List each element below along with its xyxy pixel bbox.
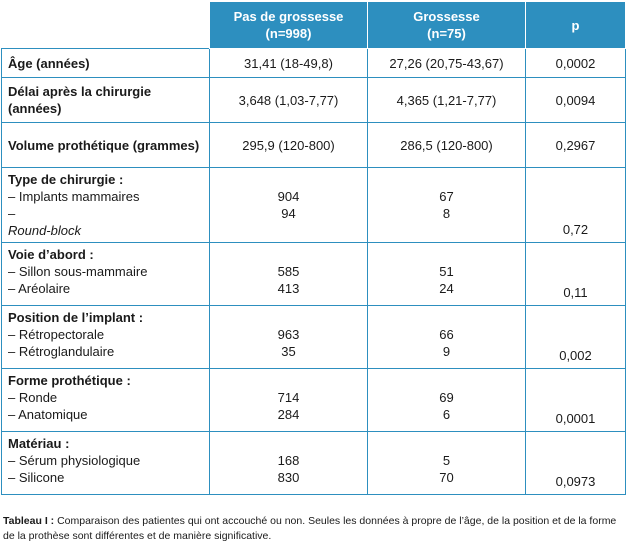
header-p-value: p — [526, 2, 626, 49]
row-item-label: – Rétropectorale — [8, 327, 105, 342]
row-item-label: – Round-block — [8, 206, 81, 238]
table-row — [2, 123, 626, 168]
cell-pregnancy: 51 24 — [368, 243, 526, 306]
cell-p-value: 0,72 — [526, 168, 626, 243]
row-label: Forme prothétique : – Ronde – Anatomique — [2, 369, 210, 432]
caption-lead: Tableau I : — [3, 515, 55, 527]
row-item-label: – Ronde — [8, 390, 58, 405]
row-item-label: – Sillon sous-mammaire — [8, 264, 148, 279]
cell-no-pregnancy: 3,648 (1,03-7,77) — [210, 78, 368, 123]
cell-no-pregnancy: 585 413 — [210, 243, 368, 306]
row-item-label: – Implants mammaires — [8, 189, 140, 204]
header-no-pregnancy-title: Pas de grossesse — [233, 9, 344, 24]
row-item-label: – Sérum physiologique — [8, 453, 141, 468]
row-item-label: – Rétroglandulaire — [8, 344, 115, 359]
header-row — [2, 2, 626, 49]
header-no-pregnancy — [210, 2, 368, 49]
cell-p-value: 0,0094 — [526, 78, 626, 123]
cell-pregnancy: 5 70 — [368, 432, 526, 495]
cell-p-value: 0,11 — [526, 243, 626, 306]
header-empty-cell — [2, 2, 210, 49]
table-row — [2, 78, 626, 123]
results-table-container — [1, 1, 625, 495]
cell-no-pregnancy: 963 35 — [210, 306, 368, 369]
table-row — [2, 369, 626, 432]
row-label: Âge (années) — [2, 49, 210, 78]
cell-pregnancy: 286,5 (120-800) — [368, 123, 526, 168]
row-item-label: – Silicone — [8, 470, 65, 485]
cell-p-value: 0,2967 — [526, 123, 626, 168]
row-item-label: – Anatomique — [8, 407, 88, 422]
row-label: Type de chirurgie : – Implants mammaires – Round-block — [2, 168, 210, 243]
table-row — [2, 243, 626, 306]
cell-no-pregnancy: 168 830 — [210, 432, 368, 495]
row-label: Délai après la chirurgie (années) — [2, 78, 210, 123]
row-label: Voie d’abord : – Sillon sous-mammaire – Aréolaire — [2, 243, 210, 306]
row-label: Matériau : – Sérum physiologique – Silicone — [2, 432, 210, 495]
comparison-table — [1, 1, 626, 495]
row-label: Volume prothétique (grammes) — [2, 123, 210, 168]
header-pregnancy-count: (n=75) — [427, 26, 466, 41]
cell-p-value: 0,0973 — [526, 432, 626, 495]
header-no-pregnancy-count: (n=998) — [265, 26, 312, 41]
cell-no-pregnancy: 31,41 (18-49,8) — [210, 49, 368, 78]
table-row — [2, 306, 626, 369]
table-row — [2, 49, 626, 78]
table-caption — [3, 514, 625, 544]
row-label: Position de l’implant : – Rétropectorale – Rétroglandulaire — [2, 306, 210, 369]
cell-pregnancy: 4,365 (1,21-7,77) — [368, 78, 526, 123]
table-row — [2, 168, 626, 243]
row-item-label: – Aréolaire — [8, 281, 71, 296]
cell-no-pregnancy: 714 284 — [210, 369, 368, 432]
cell-pregnancy: 66 9 — [368, 306, 526, 369]
cell-p-value: 0,002 — [526, 306, 626, 369]
cell-pregnancy: 67 8 — [368, 168, 526, 243]
cell-pregnancy: 69 6 — [368, 369, 526, 432]
table-row — [2, 432, 626, 495]
header-pregnancy — [368, 2, 526, 49]
header-pregnancy-title: Grossesse — [413, 9, 480, 24]
cell-no-pregnancy: 295,9 (120-800) — [210, 123, 368, 168]
cell-p-value: 0,0001 — [526, 369, 626, 432]
cell-p-value: 0,0002 — [526, 49, 626, 78]
caption-text: Comparaison des patientes qui ont accouché ou non. Seules les données à propre de l’âge, de la position et de la forme de la prothèse sont différentes et de manière significative. — [3, 515, 617, 542]
cell-no-pregnancy: 904 94 — [210, 168, 368, 243]
cell-pregnancy: 27,26 (20,75-43,67) — [368, 49, 526, 78]
